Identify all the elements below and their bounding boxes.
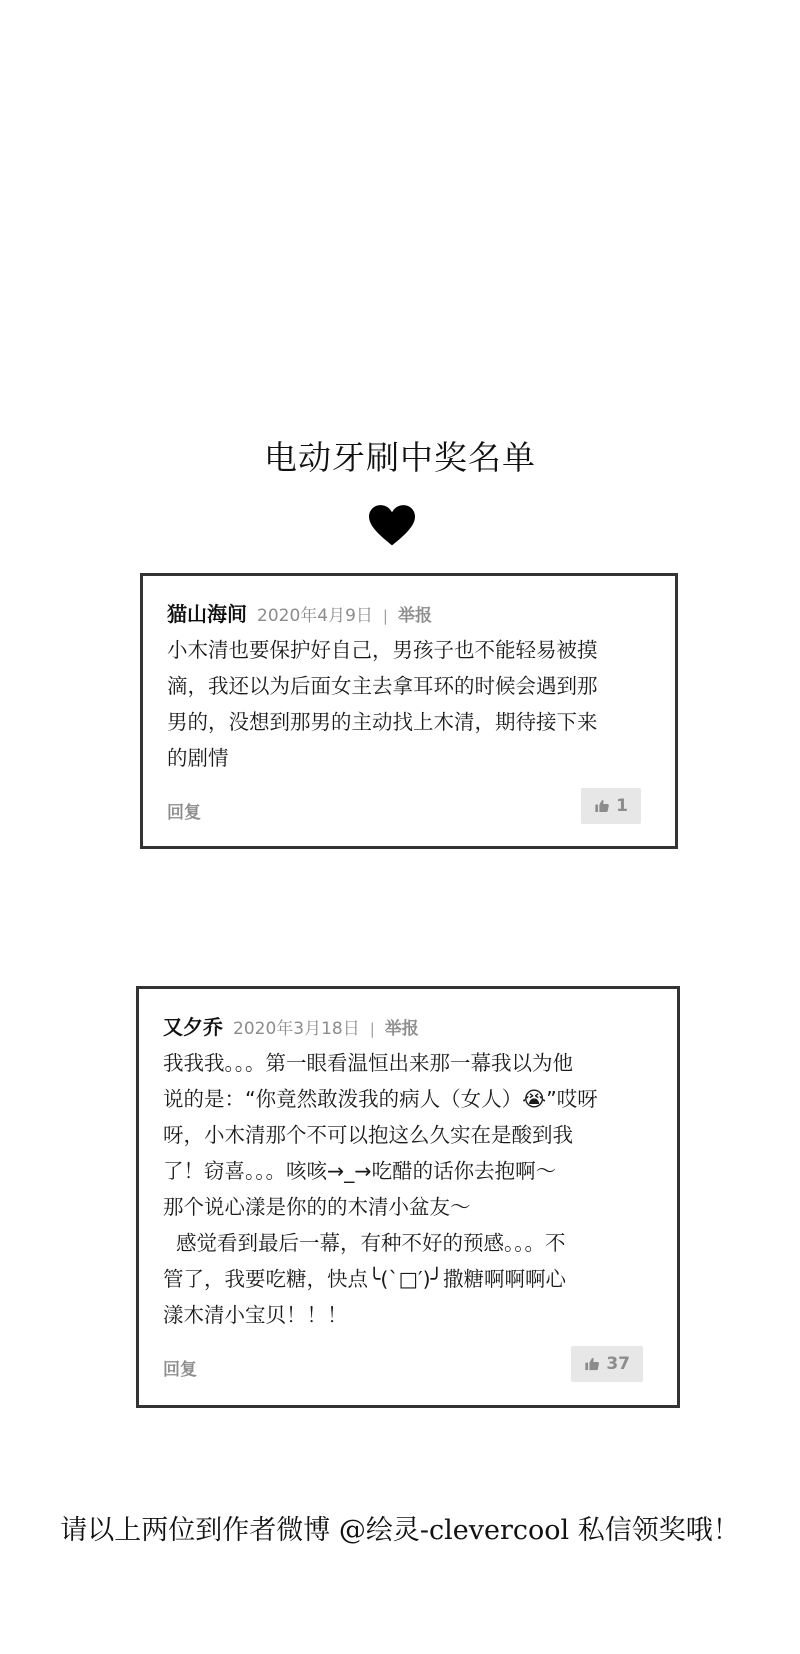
comment-card [140,573,678,849]
comment-meta [167,598,432,624]
comment-meta [163,1011,419,1037]
report-link[interactable]: 举报 [384,1019,419,1039]
comment-author[interactable]: 猫山海间 [167,602,247,626]
like-button[interactable] [581,788,641,824]
report-link[interactable]: 举报 [397,606,432,626]
like-count: 37 [606,1354,630,1374]
meta-separator: | [382,607,388,625]
thumbs-up-icon [584,1354,600,1374]
footer-notice: 请以上两位到作者微博 @绘灵-clevercool 私信领奖哦！ [60,1515,740,1546]
comment-date: 2020年3月18日 [233,1019,360,1039]
heart-icon [369,505,415,547]
reply-button[interactable]: 回复 [167,803,201,823]
comment-text: 小木清也要保护好自己，男孩子也不能轻易被摸 滴，我还以为后面女主去拿耳环的时候会遇到那 男的，没想到那男的主动找上木清，期待接下来 的剧情 [167,638,598,770]
thumbs-up-icon [594,796,610,816]
like-button[interactable] [571,1346,643,1382]
comment-card [136,986,680,1408]
comment-author[interactable]: 又夕乔 [163,1015,223,1039]
reply-button[interactable]: 回复 [163,1360,197,1380]
page-title: 电动牙刷中奖名单 [264,438,536,477]
comment-date: 2020年4月9日 [257,606,373,626]
like-count: 1 [616,796,628,816]
meta-separator: | [369,1020,375,1038]
comment-text: 我我我。。。第一眼看温恒出来那一幕我以为他 说的是：“你竟然敢泼我的病人（女人）😭”哎呀 呀，小木清那个不可以抱这么久实在是酸到我 了！窃喜。。。咳咳→_→吃醋的话你去抱啊～ 那个说心漾是你的的木清小盆友～ 感觉看到最后一幕，有种不好的预感。。。不 管了，我要吃糖，快点╰(`□′)╯撒糖啊啊啊心 漾木清小宝贝！！！ [163,1051,598,1327]
